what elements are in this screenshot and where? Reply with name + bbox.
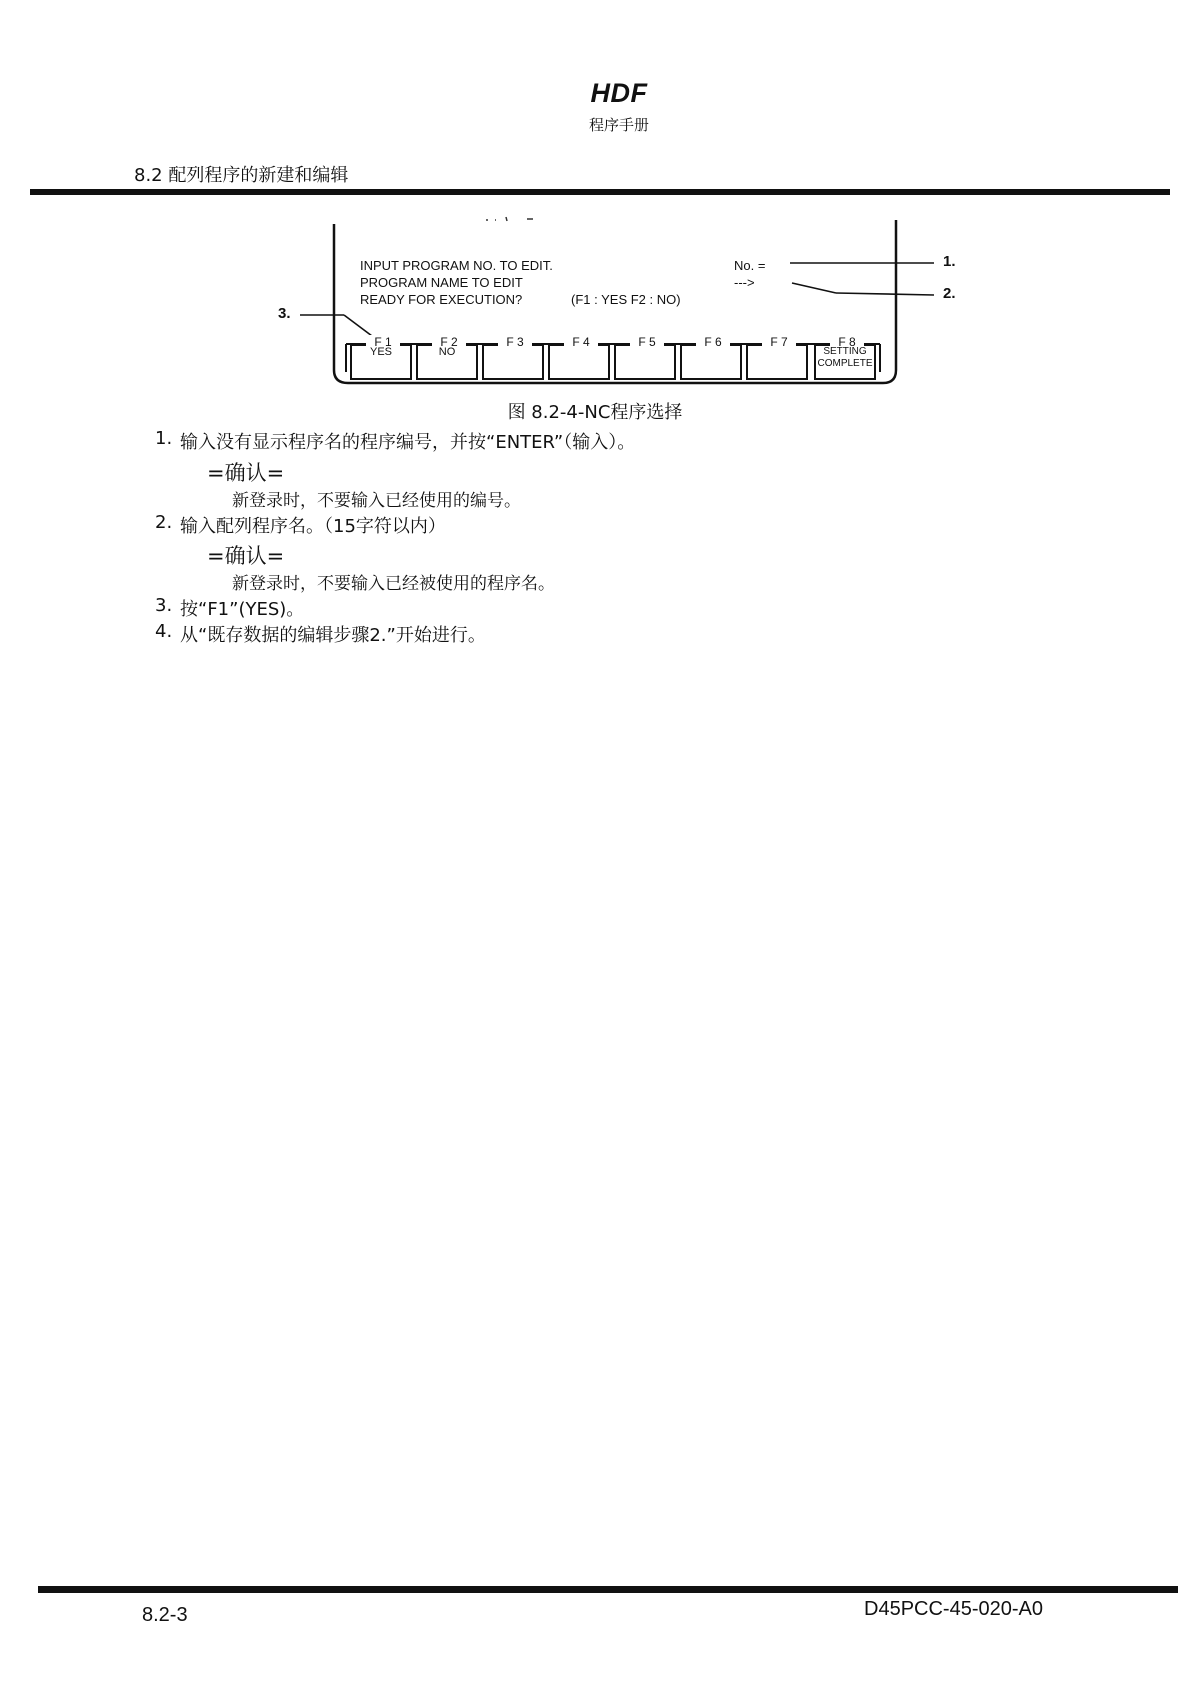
callout-3: 3. (278, 305, 291, 322)
manual-subtitle: 程序手册 (588, 116, 649, 134)
callout-3-leader-diag (344, 315, 372, 336)
step-2-text: 输入配列程序名。（15字符以内） (180, 516, 446, 537)
callout-2: 2. (943, 285, 956, 302)
screen-prompt-line-2: PROGRAM NAME TO EDIT (360, 275, 523, 290)
fkey-f5-box[interactable] (614, 344, 676, 380)
step-1-text: 输入没有显示程序名的程序编号，并按“ENTER”（输入）。 (180, 432, 636, 453)
figure-caption: 图 8.2-4-NC程序选择 (507, 402, 683, 423)
fkey-f8-sub-setting: SETTING (823, 346, 867, 357)
step-3-number: 3. (155, 595, 173, 616)
fkey-f8-label: F 8 (830, 335, 864, 349)
fkey-f7-box[interactable] (746, 344, 808, 380)
callout-2-leader (792, 283, 836, 293)
fkey-f5-label: F 5 (630, 335, 664, 349)
cropped-text-marks (486, 217, 533, 221)
step-2-number: 2. (155, 512, 173, 533)
step-2-confirm-heading: =确认= (207, 544, 285, 568)
screen-prompt-line-1: INPUT PROGRAM NO. TO EDIT. (360, 258, 553, 273)
callout-2-leader-tail (836, 293, 934, 295)
choice-hint: (F1 : YES F2 : NO) (571, 292, 681, 307)
step-1-number: 1. (155, 428, 173, 449)
fkey-f7-label: F 7 (762, 335, 796, 349)
step-1-note: 新登录时，不要输入已经使用的编号。 (232, 491, 521, 511)
fkey-f4-label: F 4 (564, 335, 598, 349)
fkey-f1-sub: YES (369, 346, 392, 358)
fkey-f2-label: F 2 (432, 335, 466, 349)
section-title: 8.2 配列程序的新建和编辑 (134, 165, 349, 186)
fkey-f2-sub: NO (438, 346, 456, 358)
program-name-arrow: ---> (734, 275, 755, 290)
fkey-f1-label: F 1 (366, 335, 400, 349)
footer-rule (38, 1586, 1178, 1593)
fkey-f3-box[interactable] (482, 344, 544, 380)
fkey-f6-label: F 6 (696, 335, 730, 349)
step-2-note: 新登录时，不要输入已经被使用的程序名。 (232, 574, 555, 594)
fkey-f8-sub-complete: COMPLETE (817, 358, 873, 369)
fkey-f4-box[interactable] (548, 344, 610, 380)
step-4-number: 4. (155, 621, 173, 642)
callout-1: 1. (943, 253, 956, 270)
program-no-label: No. = (734, 258, 766, 273)
document-code: D45PCC-45-020-A0 (864, 1598, 1043, 1620)
brand-logo-text: HDF (590, 78, 648, 108)
step-4-text: 从“既存数据的编辑步骤2.”开始进行。 (180, 625, 486, 646)
page-number: 8.2-3 (142, 1604, 188, 1626)
step-1-confirm-heading: =确认= (207, 461, 285, 485)
fkey-f3-label: F 3 (498, 335, 532, 349)
fkey-f6-box[interactable] (680, 344, 742, 380)
screen-prompt-line-3: READY FOR EXECUTION? (360, 292, 523, 307)
step-3-text: 按“F1”(YES)。 (180, 599, 305, 620)
